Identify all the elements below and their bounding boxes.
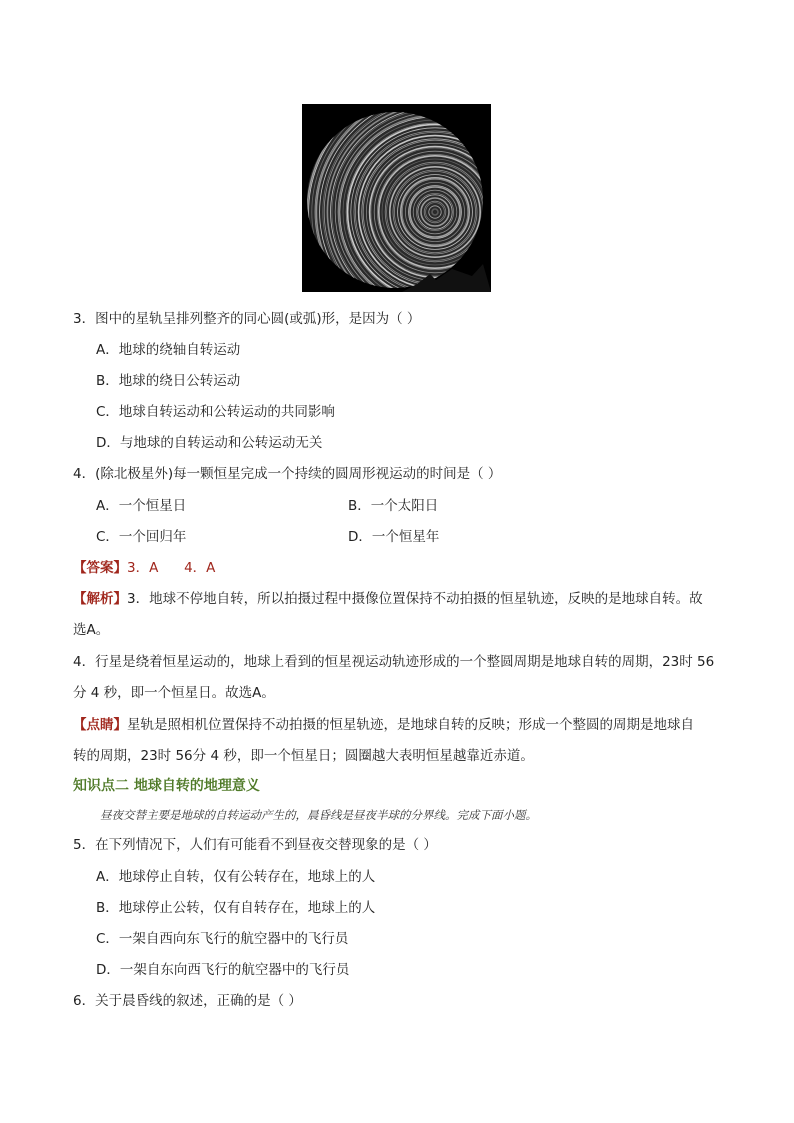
- question-5-option-b: B．地球停止公转，仅有自转存在，地球上的人: [96, 900, 376, 916]
- question-4-option-b: B．一个太阳日: [348, 498, 439, 514]
- analysis-text-2: 选A。: [73, 622, 110, 638]
- question-3-option-b: B．地球的绕日公转运动: [96, 373, 241, 389]
- question-3-option-a: A．地球的绕轴自转运动: [96, 342, 241, 358]
- star-trail-photo: [302, 104, 491, 292]
- analysis-text-4: 分 4 秒，即一个恒星日。故选A。: [73, 685, 275, 701]
- question-4-option-c: C．一个回归年: [96, 529, 187, 545]
- question-4-option-a: A．一个恒星日: [96, 498, 187, 514]
- analysis-line-1: [73, 589, 703, 609]
- answer-tag: 【答案】: [73, 560, 127, 576]
- question-3-option-d: D．与地球的自转运动和公转运动无关: [96, 435, 323, 451]
- comment-text-1: 星轨是照相机位置保持不动拍摄的恒星轨迹，是地球自转的反映；形成一个整圆的周期是地球自: [127, 717, 694, 733]
- question-5-option-a: A．地球停止自转，仅有公转存在，地球上的人: [96, 869, 376, 885]
- analysis-text-3: 4．行星是绕着恒星运动的，地球上看到的恒星视运动轨迹形成的一个整圆周期是地球自转的周期，23时 56: [73, 654, 715, 670]
- question-6-stem: 6．关于晨昏线的叙述，正确的是（ ）: [73, 993, 302, 1009]
- analysis-tag: 【解析】: [73, 591, 127, 607]
- question-5-option-c: C．一架自西向东飞行的航空器中的飞行员: [96, 931, 349, 947]
- question-4-stem: 4．(除北极星外)每一颗恒星完成一个持续的圆周形视运动的时间是（ ）: [73, 466, 502, 482]
- question-3-stem: 3．图中的星轨呈排列整齐的同心圆(或弧)形，是因为（ ）: [73, 311, 421, 327]
- question-4-option-d: D．一个恒星年: [348, 529, 440, 545]
- star-trail-image: [302, 104, 491, 292]
- comment-line-1: [73, 715, 694, 735]
- comment-tag: 【点睛】: [73, 717, 127, 733]
- answer-line: [73, 558, 215, 578]
- section-intro: 昼夜交替主要是地球的自转运动产生的，晨昏线是昼夜半球的分界线。完成下面小题。: [100, 808, 537, 822]
- section-heading: 知识点二 地球自转的地理意义: [73, 778, 260, 794]
- analysis-text-1: 3．地球不停地自转，所以拍摄过程中摄像位置保持不动拍摄的恒星轨迹，反映的是地球自转。故: [127, 591, 703, 607]
- answer-text: 3．A 4．A: [127, 560, 216, 576]
- question-5-option-d: D．一架自东向西飞行的航空器中的飞行员: [96, 962, 350, 978]
- question-5-stem: 5．在下列情况下，人们有可能看不到昼夜交替现象的是（ ）: [73, 837, 437, 853]
- question-3-option-c: C．地球自转运动和公转运动的共同影响: [96, 404, 335, 420]
- comment-text-2: 转的周期，23时 56分 4 秒，即一个恒星日；圆圈越大表明恒星越靠近赤道。: [73, 748, 534, 764]
